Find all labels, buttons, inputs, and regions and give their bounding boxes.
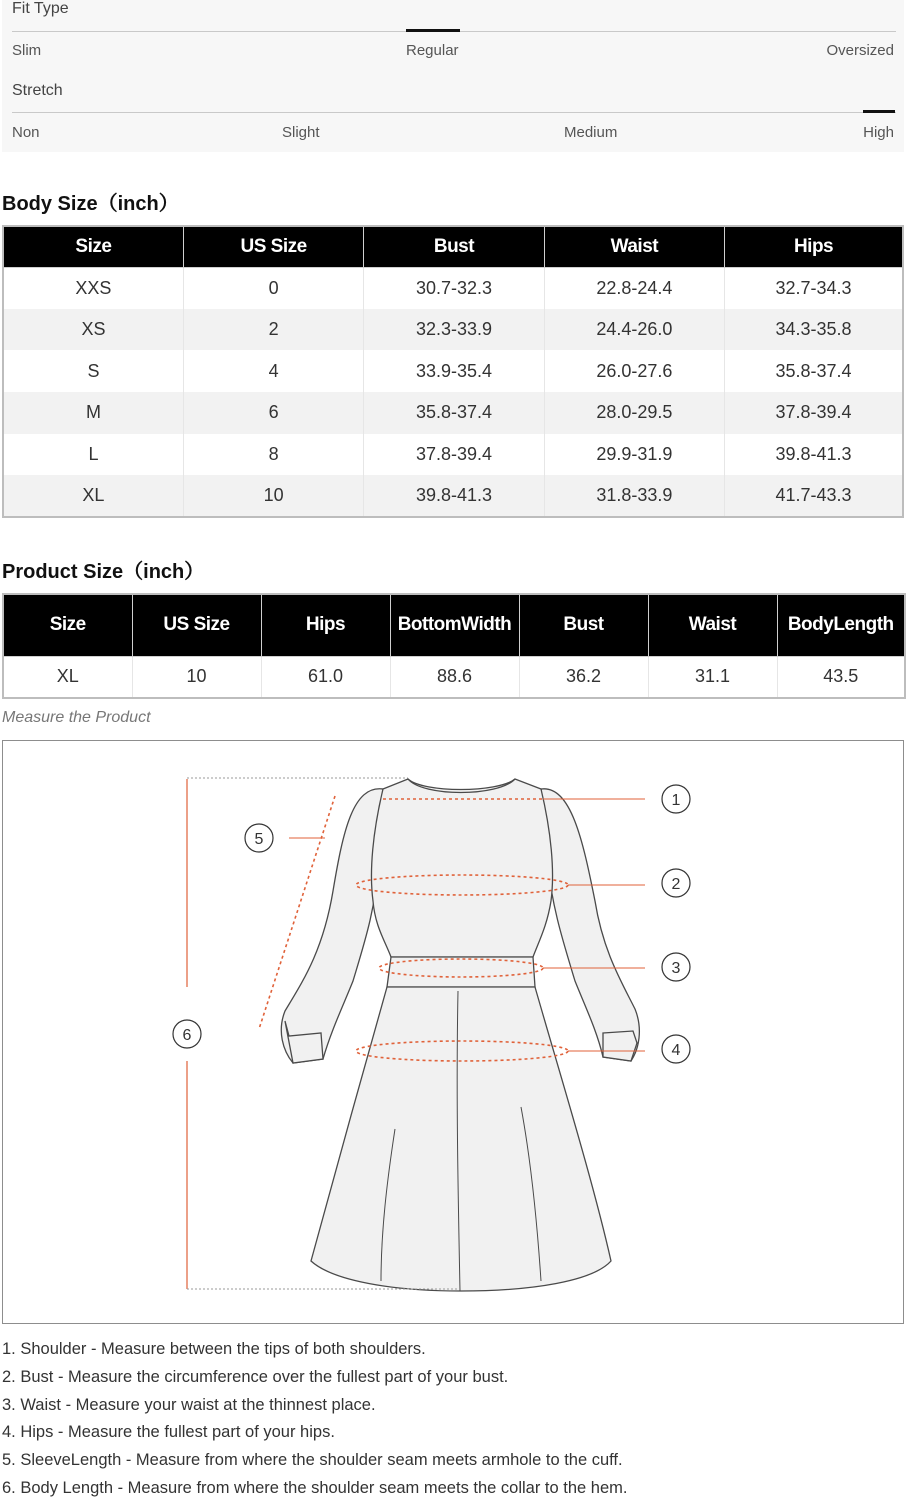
table-row [3, 350, 903, 392]
table-cell: 32.3-33.9 [364, 309, 544, 351]
fit-type-label: Fit Type [12, 0, 69, 17]
table-row [3, 434, 903, 476]
note-waist: 3. Waist - Measure your waist at the thinnest place. [2, 1395, 376, 1414]
table-cell: 0 [183, 267, 363, 309]
product-size-header-row [3, 594, 905, 656]
table-cell: 31.1 [648, 656, 777, 698]
table-cell: 24.4-26.0 [544, 309, 724, 351]
table-row [3, 475, 903, 517]
table-cell: 37.8-39.4 [364, 434, 544, 476]
stretch-option-medium: Medium [564, 124, 618, 141]
marker-3-label: 3 [671, 960, 681, 977]
fit-option-slim: Slim [12, 42, 42, 59]
note-bust: 2. Bust - Measure the circumference over the fullest part of your bust. [2, 1367, 509, 1386]
product-size-header-body-length: BodyLength [777, 594, 905, 656]
table-cell: 22.8-24.4 [544, 267, 724, 309]
table-row [3, 267, 903, 309]
table-cell: 10 [132, 656, 261, 698]
skirt [311, 987, 611, 1291]
table-cell: 10 [183, 475, 363, 517]
product-size-header-waist: Waist [648, 594, 777, 656]
product-size-header-bottom-width: BottomWidth [390, 594, 519, 656]
bodice [371, 779, 552, 957]
table-cell: 34.3-35.8 [725, 309, 903, 351]
table-cell: 26.0-27.6 [544, 350, 724, 392]
stretch-selected-marker [863, 110, 895, 113]
table-cell: 31.8-33.9 [544, 475, 724, 517]
marker-6-label: 6 [182, 1027, 192, 1044]
stretch-option-high: High [863, 124, 894, 141]
product-size-header-us-size: US Size [132, 594, 261, 656]
product-size-header-hips: Hips [261, 594, 390, 656]
product-size-title: Product Size（inch） [2, 561, 205, 583]
fit-stretch-panel [2, 0, 904, 152]
table-cell: 61.0 [261, 656, 390, 698]
note-sleeve-length: 5. SleeveLength - Measure from where the shoulder seam meets armhole to the cuff. [2, 1451, 623, 1470]
table-cell: 35.8-37.4 [725, 350, 903, 392]
table-cell: 32.7-34.3 [725, 267, 903, 309]
table-cell: 29.9-31.9 [544, 434, 724, 476]
body-size-header-row [3, 226, 903, 267]
table-row [3, 309, 903, 351]
stretch-option-slight: Slight [282, 124, 320, 141]
table-cell: 6 [183, 392, 363, 434]
left-sleeve [281, 789, 383, 1063]
table-cell: XS [3, 309, 183, 351]
table-cell: 8 [183, 434, 363, 476]
measure-caption: Measure the Product [2, 709, 151, 726]
table-cell: S [3, 350, 183, 392]
body-size-table [2, 225, 904, 518]
fit-option-regular: Regular [406, 42, 459, 59]
note-shoulder: 1. Shoulder - Measure between the tips of both shoulders. [2, 1340, 426, 1358]
stretch-track [12, 112, 896, 113]
table-cell: 88.6 [390, 656, 519, 698]
body-size-title: Body Size（inch） [2, 193, 179, 215]
product-size-header-size: Size [3, 594, 132, 656]
table-row [3, 392, 903, 434]
product-size-table [2, 593, 906, 699]
stretch-label: Stretch [12, 82, 63, 99]
body-size-header-bust: Bust [364, 226, 544, 267]
product-size-header-bust: Bust [519, 594, 648, 656]
table-cell: 2 [183, 309, 363, 351]
marker-5-label: 5 [254, 831, 264, 848]
body-size-header-hips: Hips [725, 226, 903, 267]
measurement-diagram [2, 740, 904, 1324]
marker-2-label: 2 [671, 876, 681, 893]
right-sleeve [541, 789, 639, 1061]
table-cell: XL [3, 656, 132, 698]
table-cell: XL [3, 475, 183, 517]
table-cell: 39.8-41.3 [364, 475, 544, 517]
table-cell: 35.8-37.4 [364, 392, 544, 434]
marker-1-label: 1 [671, 792, 681, 809]
right-cuff [603, 1031, 637, 1061]
table-cell: 37.8-39.4 [725, 392, 903, 434]
table-cell: L [3, 434, 183, 476]
body-size-header-size: Size [3, 226, 183, 267]
marker-4-label: 4 [671, 1042, 681, 1059]
table-cell: 33.9-35.4 [364, 350, 544, 392]
fit-type-selected-marker [406, 29, 460, 32]
table-row [3, 656, 905, 698]
note-body-length: 6. Body Length - Measure from where the shoulder seam meets the collar to the hem. [2, 1478, 628, 1497]
fit-option-oversized: Oversized [826, 42, 894, 59]
table-cell: 41.7-43.3 [725, 475, 903, 517]
body-size-header-waist: Waist [544, 226, 724, 267]
table-cell: XXS [3, 267, 183, 309]
table-cell: 39.8-41.3 [725, 434, 903, 476]
body-size-header-us-size: US Size [183, 226, 363, 267]
table-cell: 43.5 [777, 656, 905, 698]
table-cell: 4 [183, 350, 363, 392]
measurement-notes [2, 1336, 902, 1500]
table-cell: 30.7-32.3 [364, 267, 544, 309]
table-cell: 28.0-29.5 [544, 392, 724, 434]
table-cell: 36.2 [519, 656, 648, 698]
note-hips: 4. Hips - Measure the fullest part of your hips. [2, 1423, 335, 1442]
table-cell: M [3, 392, 183, 434]
dress-illustration [3, 741, 903, 1323]
stretch-option-non: Non [12, 124, 40, 141]
